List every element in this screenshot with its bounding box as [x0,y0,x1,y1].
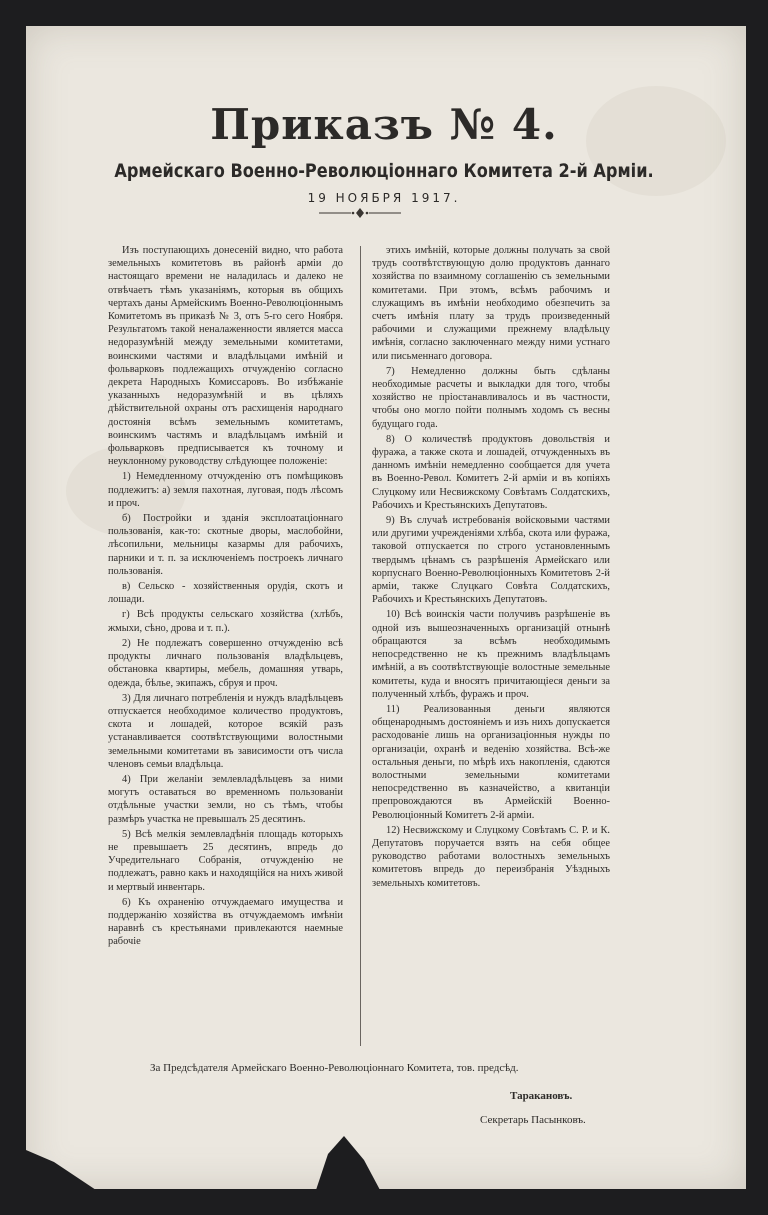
right-text-column [372,244,610,892]
paragraph: этихъ имѣній, которые должны получать за свой трудъ соотвѣтствующую долю продуктовъ даннаго хозяйства по взаимному соглашенію съ земельными комитетами. При этомъ, всѣмъ рабочимъ и служащимъ въ имѣніи необходимо обезпечить за счетъ имѣнія плату за трудъ произведенный рабочими и служащими прежнему владѣльцу имѣнія, согласно заключеннаго между ними устнаго или письменнаго договора. [372,245,610,362]
paragraph: 10) Всѣ воинскія части получивъ разрѣшеніе въ одной изъ вышеозначенныхъ организацій отнынѣ обращаются за всѣмъ необходимымъ непосредственно не къ прежнимъ владѣльцамъ имѣній, а въ соотвѣтствующіе волостные земельные комитеты, куда и вносятъ причитающіеся деньги за полученный хлѣбъ, фуражъ и проч. [372,609,610,700]
paragraph: 12) Несвижскому и Слуцкому Совѣтамъ С. Р. и К. Депутатовъ поручается взять на себя общее руководство работами волостныхъ земельныхъ комитетовъ впредь до переизбранія Уѣздныхъ земельныхъ комитетовъ. [372,824,610,889]
paragraph: Изъ поступающихъ донесеній видно, что работа земельныхъ комитетовъ въ районѣ арміи до настоящаго времени не наладилась и далеко не отвѣчаетъ тѣмъ указаніямъ, которыя въ общихъ чертахъ даны Армейскимъ Военно-Революціоннымъ Комитетомъ въ приказѣ № 3, отъ 5-го сего Ноября. Результатомъ такой неналаженности является масса недоразумѣній между земельными комитетами, воинскими частями и владѣльцами имѣній и фольварковъ подлежащихъ отчужденію согласно декрета Народныхъ Комиссаровъ. Во избѣжаніе указанныхъ недоразумѣній и въ цѣляхъ дѣйствительной охраны отъ расхищенія народнаго достоянія всѣмъ земельнымъ комитетамъ, воинскимъ частямъ и владѣльцамъ имѣній и фольварковъ предписывается къ точному и неуклонному руководству слѣдующее положеніе: [108,245,343,468]
paragraph: 3) Для личнаго потребленія и нуждъ владѣльцевъ отпускается необходимое количество продуктовъ, скота и лошадей, которое всякій разъ устанавливается соотвѣтствующими волостными земельными комитетами въ зависимости отъ числа членовъ семьи владѣльца. [108,692,343,770]
paragraph: 11) Реализованныя деньги являются общенароднымъ достояніемъ и изъ нихъ допускается расходованіе лишь на организаціонныя нужды по организаціи, охранѣ и веденію хозяйства. Всѣ-же остальныя деньги, по мѣрѣ ихъ накопленія, сдаются волостными земельными комитетами непосредственно въ казначейство, а квитанціи препровождаются въ Армейскій Военно-Революціонный Комитетъ 2-й арміи. [372,703,610,821]
paragraph: 7) Немедленно должны быть сдѣланы необходимые расчеты и выкладки для того, чтобы хозяйство не пріостанавливалось и въ частности, чтобы оно могло пойти полнымъ ходомъ съ весны будущаго года. [372,365,610,430]
signature-line-on-behalf: За Предсѣдателя Армейскаго Военно-Революціоннаго Комитета, тов. предсѣд. [150,1062,519,1074]
signature-chair-name: Таракановъ. [510,1090,573,1102]
paragraph: 4) При желаніи землевладѣльцевъ за ними могутъ оставаться во временномъ пользованіи отдѣльные участки земли, но съ тѣмъ, чтобы размѣръ участка не превышалъ 25 десятинъ. [108,773,343,825]
paragraph: 5) Всѣ мелкія землевладѣнія площадь которыхъ не превышаетъ 25 десятинъ, впредь до Учредительнаго Собранія, отчужденію не подлежатъ, равно какъ и находящійся на нихъ живой и мертвый инвентарь. [108,828,343,893]
paragraph: б) Постройки и зданія эксплоатаціоннаго пользованія, как-то: скотные дворы, маслобойни, лѣсопильни, мельницы казармы для рабочихъ, парники и т. п. за исключеніемъ построекъ личнаго пользованія. [108,513,343,577]
paragraph: 8) О количествѣ продуктовъ довольствія и фуража, а также скота и лошадей, отчужденныхъ въ данномъ имѣніи немедленно сообщается для учета въ Военно-Револ. Комитетъ 2-й арміи и въ копіяхъ Слуцкому или Несвижскому Совѣтамъ Солдатскихъ, Рабочихъ и Крестьянскихъ Депутатовъ. [372,433,610,511]
column-divider [360,246,361,1046]
paragraph: 1) Немедленному отчужденію отъ помѣщиковъ подлежитъ: а) земля пахотная, луговая, подъ лѣсомъ и проч. [108,471,343,509]
paragraph: г) Всѣ продукты сельскаго хозяйства (хлѣбъ, жмыхи, сѣно, дрова и т. п.). [108,609,343,634]
ornament-divider-icon [319,208,401,218]
paragraph: 9) Въ случаѣ истребованія войсковыми частями или другими учрежденіями хлѣба, скота или фуража, таковой отпускается по строго установленнымъ твердымъ цѣнамъ съ разрѣшенія Армейскаго или корпуснаго Военно-Революціонныхъ Комитетовъ 2-й арміи, также Слуцкаго Совѣта Солдатскихъ, Рабочихъ и Крестьянскихъ Депутатовъ. [372,515,610,606]
paragraph: 6) Къ охраненію отчуждаемаго имущества и поддержанію хозяйства въ отчуждаемомъ имѣніи наравнѣ съ крестьянами привлекаются наемные рабочіе [108,896,343,948]
document-date: 19 НОЯБРЯ 1917. [307,191,461,205]
signature-secretary: Секретарь Пасынковъ. [480,1114,586,1126]
document-title: Приказъ № 4. [210,100,558,149]
left-text-column [108,244,343,951]
paragraph: 2) Не подлежатъ совершенно отчужденію всѣ продукты личнаго пользованія владѣльцевъ, обстановка квартиры, мебель, домашняя утварь, одежда, бѣлье, экипажъ, сбруя и проч. [108,637,343,689]
paragraph: в) Сельско - хозяйственныя орудія, скотъ и лошади. [108,581,343,606]
document-subtitle: Армейскаго Военно-Революціоннаго Комитета 2-й Арміи. [114,160,654,182]
